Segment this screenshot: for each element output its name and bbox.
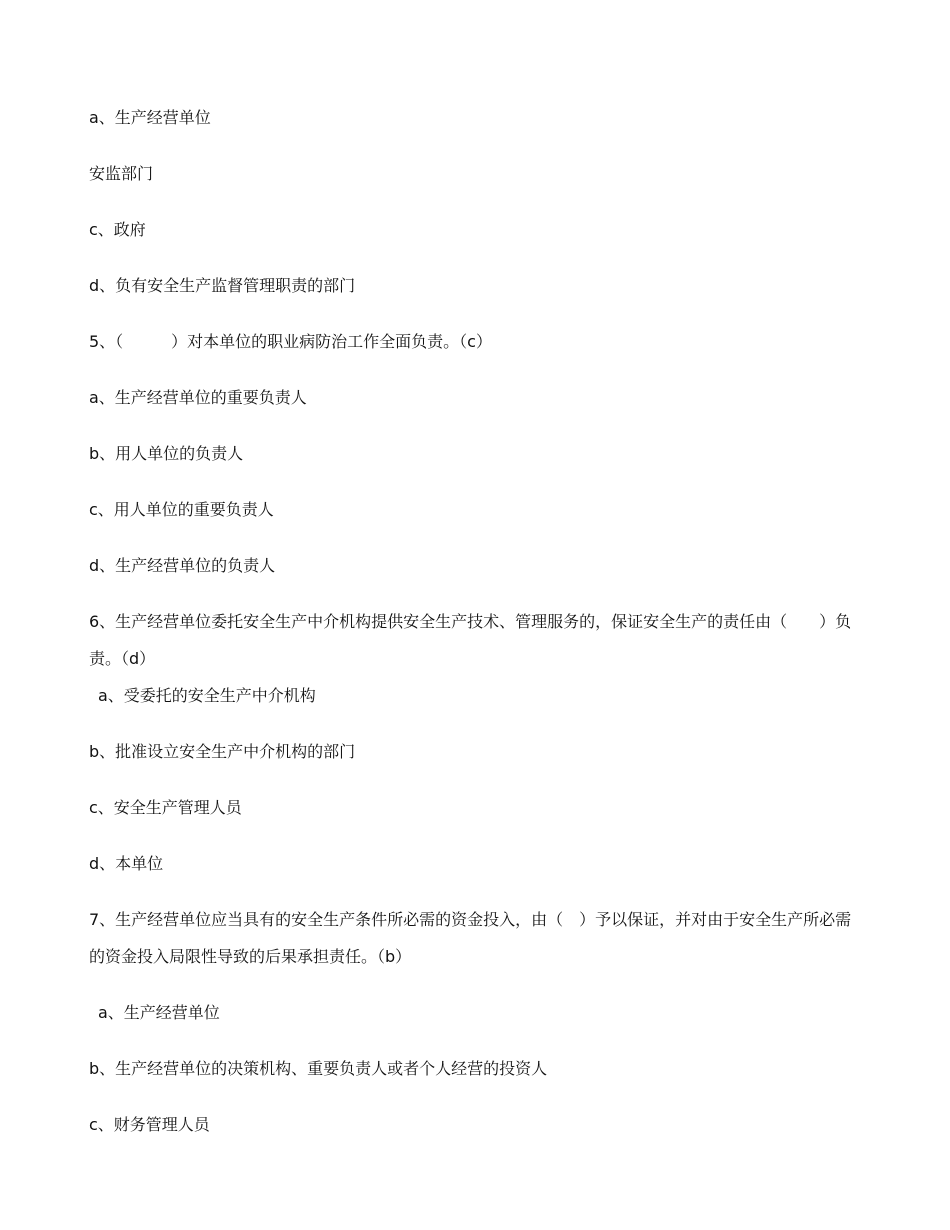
question-5: 5、（ ）对本单位的职业病防治工作全面负责。（c）	[89, 332, 492, 351]
q6-option-d: d、本单位	[89, 854, 164, 873]
q6-option-a: a、受委托的安全生产中介机构	[98, 686, 316, 705]
q5-option-a: a、生产经营单位的重要负责人	[89, 388, 307, 407]
option-b-line: 安监部门	[89, 164, 154, 183]
q5-option-d: d、生产经营单位的负责人	[89, 556, 276, 575]
q6-option-c: c、安全生产管理人员	[89, 798, 242, 817]
question-6: 6、生产经营单位委托安全生产中介机构提供安全生产技术、管理服务的，保证安全生产的责任由（ ）负责。（d）	[89, 612, 852, 668]
q5-option-c: c、用人单位的重要负责人	[89, 500, 274, 519]
q6-option-b: b、批准设立安全生产中介机构的部门	[89, 742, 356, 761]
option-a-line: a、生产经营单位	[89, 108, 211, 127]
q7-option-c: c、财务管理人员	[89, 1115, 210, 1134]
q7-option-a: a、生产经营单位	[98, 1003, 220, 1022]
option-d-line: d、负有安全生产监督管理职责的部门	[89, 276, 356, 295]
q5-option-b: b、用人单位的负责人	[89, 444, 244, 463]
option-c-line: c、政府	[89, 220, 146, 239]
question-7: 7、生产经营单位应当具有的安全生产条件所必需的资金投入，由（ ）予以保证，并对由于安全生产所必需的资金投入局限性导致的后果承担责任。（b）	[89, 910, 852, 966]
q7-option-b: b、生产经营单位的决策机构、重要负责人或者个人经营的投资人	[89, 1059, 548, 1078]
